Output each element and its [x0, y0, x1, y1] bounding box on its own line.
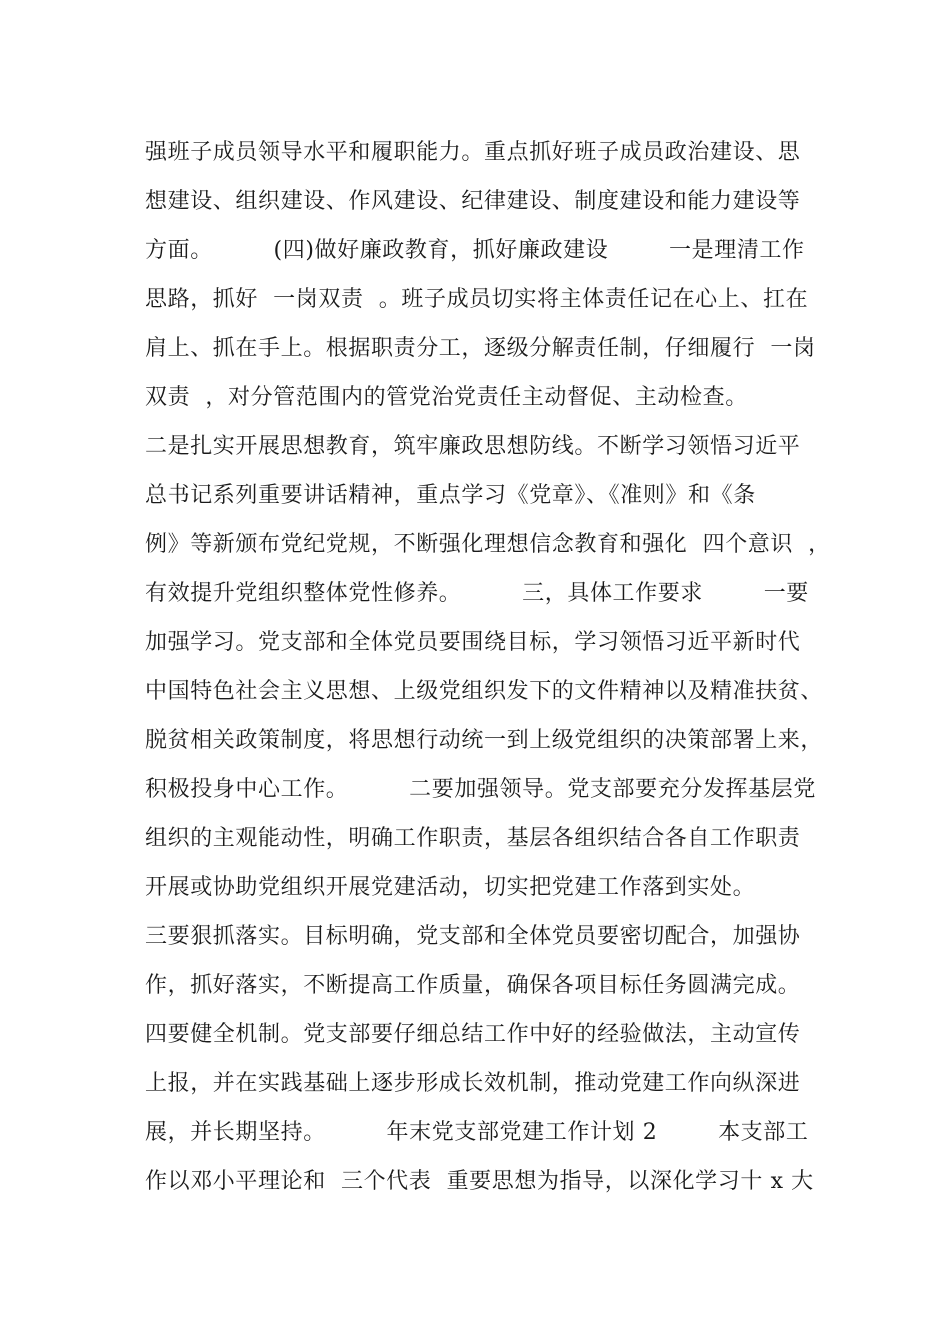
text-line: 作以邓小平理论和 三个代表 重要思想为指导，以深化学习十 x 大 [145, 1169, 814, 1194]
text-line: 肩上、抓在手上。根据职责分工，逐级分解责任制，仔细履行 一岗 [145, 336, 816, 361]
text-line: 三要狠抓落实。目标明确，党支部和全体党员要密切配合，加强协 [145, 924, 801, 949]
text-line: 总书记系列重要讲话精神，重点学习《党章》、《准则》和《条 [145, 483, 756, 508]
text-line: 开展或协助党组织开展党建活动，切实把党建工作落到实处。 [145, 875, 756, 900]
text-line: 作，抓好落实，不断提高工作质量，确保各项目标任务圆满完成。 [145, 973, 801, 998]
text-line: 强班子成员领导水平和履职能力。重点抓好班子成员政治建设、思 [145, 140, 801, 165]
text-line: 中国特色社会主义思想、上级党组织发下的文件精神以及精准扶贫、 [145, 679, 824, 704]
text-line: 脱贫相关政策制度，将思想行动统一到上级党组织的决策部署上来， [145, 728, 824, 753]
text-line: 积极投身中心工作。 二要加强领导。党支部要充分发挥基层党 [145, 777, 816, 802]
text-line: 双责 ，对分管范围内的管党治党责任主动督促、主动检查。 [145, 385, 748, 410]
text-line: 二是扎实开展思想教育，筑牢廉政思想防线。不断学习领悟习近平 [145, 434, 801, 459]
text-line: 组织的主观能动性，明确工作职责，基层各组织结合各自工作职责 [145, 826, 801, 851]
text-line: 展，并长期坚持。 年末党支部党建工作计划 2 本支部工 [145, 1120, 809, 1145]
text-line: 四要健全机制。党支部要仔细总结工作中好的经验做法，主动宣传 [145, 1022, 801, 1047]
text-line: 加强学习。党支部和全体党员要围绕目标，学习领悟习近平新时代 [145, 630, 801, 655]
text-line: 想建设、组织建设、作风建设、纪律建设、制度建设和能力建设等 [145, 189, 801, 214]
text-line: 例》等新颁布党纪党规，不断强化理想信念教育和强化 四个意识 ， [145, 532, 831, 557]
body-text [145, 128, 835, 1206]
text-line: 方面。 (四)做好廉政教育，抓好廉政建设 一是理清工作 [145, 238, 805, 263]
text-line: 上报，并在实践基础上逐步形成长效机制，推动党建工作向纵深进 [145, 1071, 801, 1096]
text-line: 思路，抓好 一岗双责 。班子成员切实将主体责任记在心上、扛在 [145, 287, 809, 312]
text-line: 有效提升党组织整体党性修养。 三，具体工作要求 一要 [145, 581, 809, 606]
